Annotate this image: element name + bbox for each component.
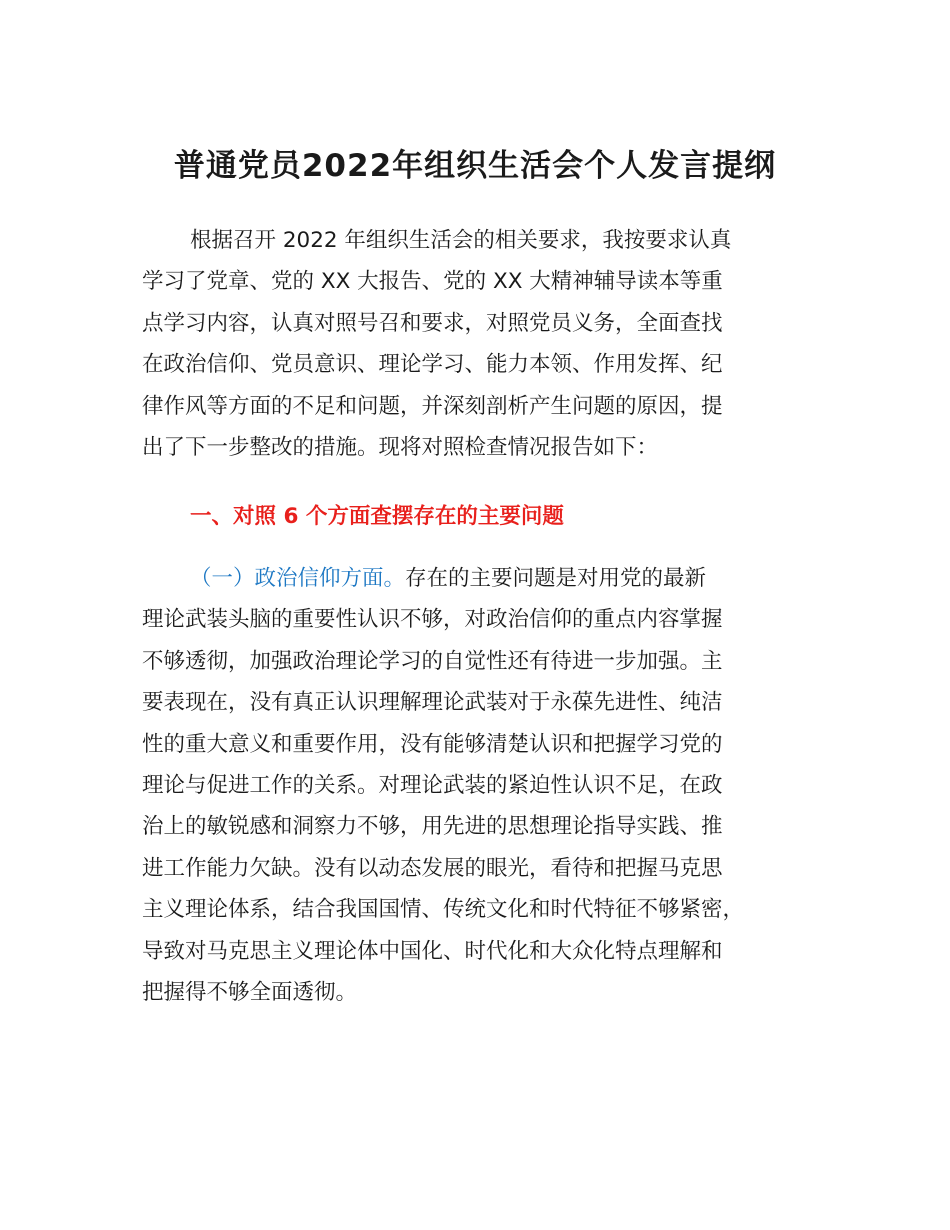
text-line: 要表现在，没有真正认识理解理论武装对于永葆先进性、纯洁 xyxy=(142,690,723,716)
text-line: 把握得不够全面透彻。 xyxy=(142,980,358,1006)
subsection-first-line-text: 存在的主要问题是对用党的最新 xyxy=(405,566,707,591)
text-line: 在政治信仰、党员意识、理论学习、能力本领、作用发挥、纪 xyxy=(142,352,723,378)
intro-paragraph xyxy=(142,220,842,468)
text-line: 主义理论体系，结合我国国情、传统文化和时代特征不够紧密， xyxy=(142,897,745,923)
text-line: 性的重大意义和重要作用，没有能够清楚认识和把握学习党的 xyxy=(142,731,723,757)
text-line: 进工作能力欠缺。没有以动态发展的眼光，看待和把握马克思 xyxy=(142,855,723,881)
text-line xyxy=(142,558,842,599)
text-line: 不够透彻，加强政治理论学习的自觉性还有待进一步加强。主 xyxy=(142,648,723,674)
text-line: 理论与促进工作的关系。对理论武装的紧迫性认识不足，在政 xyxy=(142,773,723,799)
text-line: 律作风等方面的不足和问题，并深刻剖析产生问题的原因，提 xyxy=(142,393,723,419)
text-line: 治上的敏锐感和洞察力不够，用先进的思想理论指导实践、推 xyxy=(142,814,723,840)
subsection-heading: （一）政治信仰方面。 xyxy=(190,566,406,591)
text-line: 理论武装头脑的重要性认识不够，对政治信仰的重点内容掌握 xyxy=(142,607,723,633)
subsection-paragraph xyxy=(142,558,842,1013)
text-line: 出了下一步整改的措施。现将对照检查情况报告如下： xyxy=(142,435,659,461)
document-title: 普通党员2022年组织生活会个人发言提纲 xyxy=(173,148,777,184)
text-line: 学习了党章、党的 XX 大报告、党的 XX 大精神辅导读本等重 xyxy=(142,269,723,295)
text-line: 点学习内容，认真对照号召和要求，对照党员义务，全面查找 xyxy=(142,310,723,336)
text-line: 根据召开 2022 年组织生活会的相关要求，我按要求认真 xyxy=(190,228,732,253)
text-line: 导致对马克思主义理论体中国化、时代化和大众化特点理解和 xyxy=(142,938,723,964)
section-heading: 一、对照 6 个方面查摆存在的主要问题 xyxy=(190,504,564,529)
